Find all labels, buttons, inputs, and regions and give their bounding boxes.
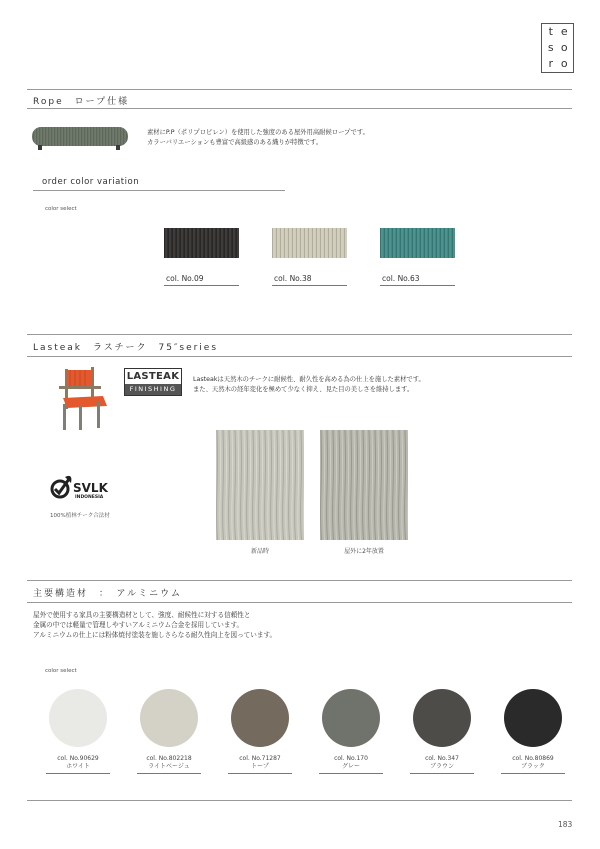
logo-letter: o (560, 57, 568, 70)
wood-sample-caption: 新品時 (250, 548, 269, 555)
aluminium-color-swatch (137, 689, 201, 774)
logo-letter: s (547, 41, 554, 54)
badge-bottom-text: FINISHING (125, 384, 181, 395)
swatch-underline (46, 773, 110, 774)
wood-sample-caption: 屋外に2年放置 (344, 548, 384, 555)
color-code: col. No.71287 (239, 755, 281, 762)
color-circle (413, 689, 471, 747)
swatch-texture (164, 228, 239, 258)
lasteak-section-title: Lasteak ラスチーク 75″series (33, 343, 219, 353)
aluminium-section-title: 主要構造材 ： アルミニウム (33, 589, 183, 599)
color-code: col. No.347 (425, 755, 459, 762)
rope-description-line: 素材にP.P（ポリプロピレン）を使用した強度のある屋外用高耐候ロープです。 (147, 129, 369, 136)
divider (27, 89, 572, 90)
color-circle (140, 689, 198, 747)
color-name: ホワイト (66, 763, 90, 770)
color-circle (231, 689, 289, 747)
aluminium-description-line: 屋外で使用する家具の主要構造材として、強度、耐候性に対する信頼性と (33, 611, 251, 619)
swatch-texture (272, 228, 347, 258)
aluminium-description-line: 金属の中では軽量で管理しやすいアルミニウム合金を採用しています。 (33, 621, 244, 629)
logo-letter: t (548, 25, 553, 38)
divider (27, 334, 572, 335)
swatch-label: col. No.09 (166, 274, 204, 283)
wood-sample-texture (216, 430, 304, 540)
lasteak-description (193, 375, 425, 394)
wood-sample (216, 430, 304, 556)
divider (33, 190, 285, 191)
color-code: col. No.90629 (57, 755, 99, 762)
color-name: グレー (341, 763, 360, 770)
divider (27, 580, 572, 581)
swatch-label: col. No.38 (274, 274, 312, 283)
rope-description-line: カラーバリエーションも豊富で高級感のある織りが特徴です。 (147, 138, 323, 146)
divider (27, 108, 572, 109)
logo-letter: r (548, 57, 554, 70)
swatch-label: col. No.63 (382, 274, 420, 283)
lasteak-finishing-badge (124, 368, 182, 396)
aluminium-color-swatch (319, 689, 383, 774)
color-name: トープ (251, 763, 269, 770)
color-circle (49, 689, 107, 747)
swatch-underline (380, 285, 455, 286)
divider (27, 356, 572, 357)
color-code: col. No.80869 (512, 755, 554, 762)
color-name: ブラウン (429, 763, 454, 770)
color-name: ライトベージュ (148, 763, 190, 770)
aluminium-color-swatch (46, 689, 110, 774)
page-number: 183 (558, 820, 573, 829)
rope-swatch (272, 228, 347, 286)
rope-swatch (164, 228, 239, 286)
color-circle (504, 689, 562, 747)
svlk-caption: 100%植林チーク合法材 (50, 513, 110, 519)
lasteak-description-line: また、天然木の経年変化を極めて少なく抑え、見た目の美しさを維持します。 (193, 385, 414, 393)
color-select-label: color select (45, 206, 77, 212)
wood-sample-texture (320, 430, 408, 540)
color-code: col. No.802218 (146, 755, 192, 762)
swatch-texture (380, 228, 455, 258)
aluminium-color-swatch (228, 689, 292, 774)
aluminium-color-swatch (410, 689, 474, 774)
swatch-underline (164, 285, 239, 286)
rope-swatch (380, 228, 455, 286)
wood-sample (320, 430, 408, 556)
divider (27, 602, 572, 603)
color-code: col. No.170 (334, 755, 368, 762)
aluminium-description (33, 610, 276, 640)
swatch-underline (137, 773, 201, 774)
brand-logo (541, 23, 574, 73)
rope-description (147, 128, 369, 147)
swatch-underline (410, 773, 474, 774)
svlk-sub: INDONESIA (75, 495, 104, 500)
aluminium-color-swatch (501, 689, 565, 774)
swatch-underline (501, 773, 565, 774)
svlk-logo (45, 475, 125, 509)
logo-letter: o (560, 41, 568, 54)
swatch-underline (319, 773, 383, 774)
rope-cushion-image (30, 125, 130, 151)
svlk-name: SVLK (73, 481, 108, 495)
logo-letter: e (560, 25, 568, 38)
chair-image (55, 364, 115, 434)
rope-section-title: Rope ロープ仕様 (33, 97, 130, 107)
lasteak-description-line: Lasteakは天然木のチークに耐候性、耐久性を高める為の仕上を施した素材です。 (193, 376, 425, 383)
badge-top-text: LASTEAK (126, 371, 180, 382)
swatch-underline (272, 285, 347, 286)
color-name: ブラック (521, 763, 545, 770)
color-circle (322, 689, 380, 747)
aluminium-description-line: アルミニウムの仕上には粉体焼付塗装を施しさらなる耐久性向上を図っています。 (33, 631, 277, 639)
order-color-heading: order color variation (42, 177, 140, 187)
divider (27, 800, 572, 801)
swatch-underline (228, 773, 292, 774)
color-select-label: color select (45, 668, 77, 674)
